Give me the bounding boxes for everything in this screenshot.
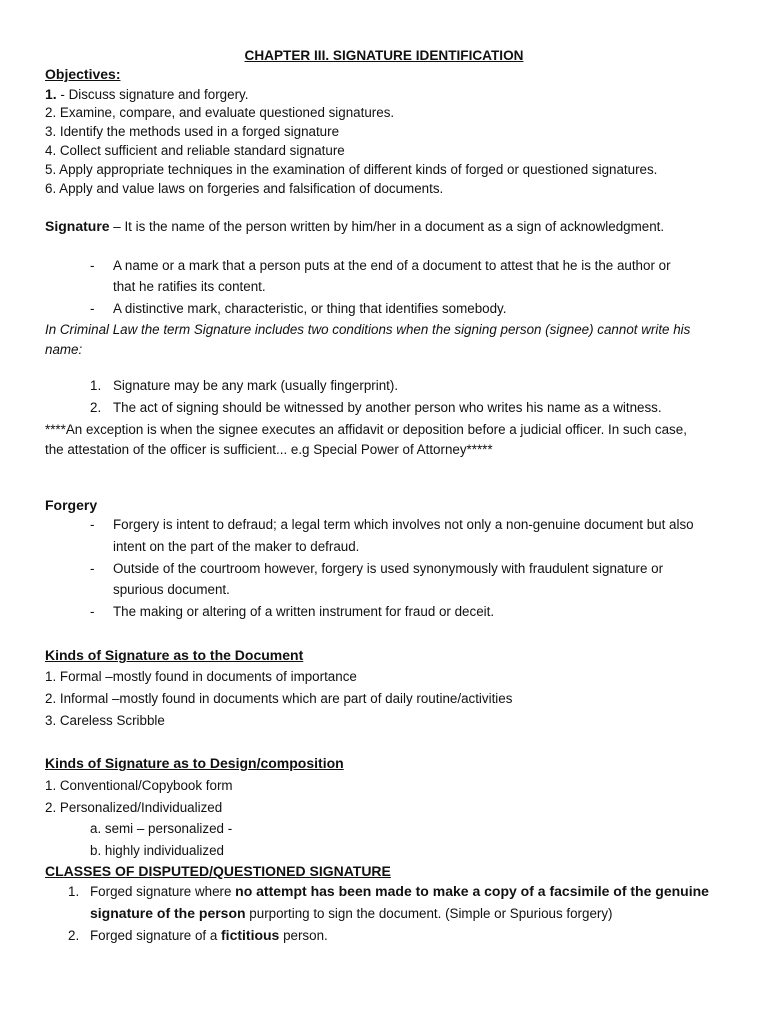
condition-number: 1.: [90, 378, 102, 393]
class-item: [90, 926, 328, 945]
class-item-text: person.: [279, 928, 328, 943]
page-title: CHAPTER III. SIGNATURE IDENTIFICATION: [244, 48, 524, 63]
signature-definition: [45, 217, 664, 236]
class-item-cont: [90, 904, 613, 923]
forgery-bullet: Outside of the courtroom however, forgery is used synonymously with fraudulent signature or: [113, 561, 664, 576]
class-item-text: purporting to sign the document. (Simple or Spurious forgery): [245, 906, 613, 921]
bullet-dash: -: [90, 301, 95, 316]
kinds-design-subitem: b. highly individualized: [90, 843, 224, 858]
forgery-heading: Forgery: [45, 497, 98, 513]
kinds-document-item: 2. Informal –mostly found in documents which are part of daily routine/activities: [45, 691, 513, 706]
objective-item: 5. Apply appropriate techniques in the examination of different kinds of forged or questioned signatures.: [45, 162, 658, 177]
bullet-dash: -: [90, 258, 95, 273]
class-item-text: Forged signature of a: [90, 928, 222, 943]
criminal-law-note: In Criminal Law the term Signature includes two conditions when the signing person (signee) cannot write his: [45, 322, 691, 337]
kinds-document-item: 3. Careless Scribble: [45, 713, 165, 728]
objective-item: 2. Examine, compare, and evaluate questioned signatures.: [45, 105, 395, 120]
objective-number: 1.: [45, 86, 57, 102]
kinds-design-subitem: a. semi – personalized -: [90, 821, 233, 836]
forgery-bullet-cont: spurious document.: [113, 582, 230, 597]
objective-item: 6. Apply and value laws on forgeries and falsification of documents.: [45, 181, 444, 196]
signature-bullet: A name or a mark that a person puts at the end of a document to attest that he is the author or: [113, 258, 671, 273]
class-number: 1.: [68, 884, 80, 899]
objective-item: 3. Identify the methods used in a forged signature: [45, 124, 340, 139]
class-item-emphasis: fictitious: [221, 927, 280, 943]
class-item: [90, 882, 709, 901]
objective-item: 4. Collect sufficient and reliable standard signature: [45, 143, 345, 158]
signature-definition-text: – It is the name of the person written by him/her in a document as a sign of acknowledgment.: [109, 219, 665, 234]
objectives-heading: Objectives:: [45, 66, 121, 82]
signature-bullet-cont: that he ratifies its content.: [113, 279, 266, 294]
kinds-document-item: 1. Formal –mostly found in documents of importance: [45, 669, 357, 684]
signature-term: Signature: [45, 218, 110, 234]
kinds-design-item: 2. Personalized/Individualized: [45, 800, 223, 815]
forgery-bullet: Forgery is intent to defraud; a legal term which involves not only a non-genuine document but also: [113, 517, 694, 532]
bullet-dash: -: [90, 561, 95, 576]
kinds-design-heading: Kinds of Signature as to Design/composition: [45, 755, 344, 771]
criminal-law-note-cont: name:: [45, 342, 83, 357]
classes-heading: CLASSES OF DISPUTED/QUESTIONED SIGNATURE: [45, 863, 391, 879]
condition-number: 2.: [90, 400, 102, 415]
exception-note: ****An exception is when the signee executes an affidavit or deposition before a judicial officer. In such case,: [45, 422, 687, 437]
bullet-dash: -: [90, 604, 95, 619]
exception-note-cont: the attestation of the officer is sufficient... e.g Special Power of Attorney*****: [45, 442, 493, 457]
forgery-bullet-cont: intent on the part of the maker to defraud.: [113, 539, 360, 554]
kinds-document-heading: Kinds of Signature as to the Document: [45, 647, 304, 663]
class-number: 2.: [68, 928, 80, 943]
objective-text: - Discuss signature and forgery.: [56, 87, 249, 102]
signature-bullet: A distinctive mark, characteristic, or thing that identifies somebody.: [113, 301, 507, 316]
condition-text: Signature may be any mark (usually fingerprint).: [113, 378, 399, 393]
objective-item: [45, 85, 248, 104]
class-item-text: Forged signature where: [90, 884, 236, 899]
condition-text: The act of signing should be witnessed by another person who writes his name as a witness.: [113, 400, 662, 415]
bullet-dash: -: [90, 517, 95, 532]
kinds-design-item: 1. Conventional/Copybook form: [45, 778, 233, 793]
class-item-emphasis: no attempt has been made to make a copy of a facsimile of the genuine: [235, 883, 709, 899]
class-item-emphasis: signature of the person: [90, 905, 246, 921]
forgery-bullet: The making or altering of a written instrument for fraud or deceit.: [113, 604, 495, 619]
